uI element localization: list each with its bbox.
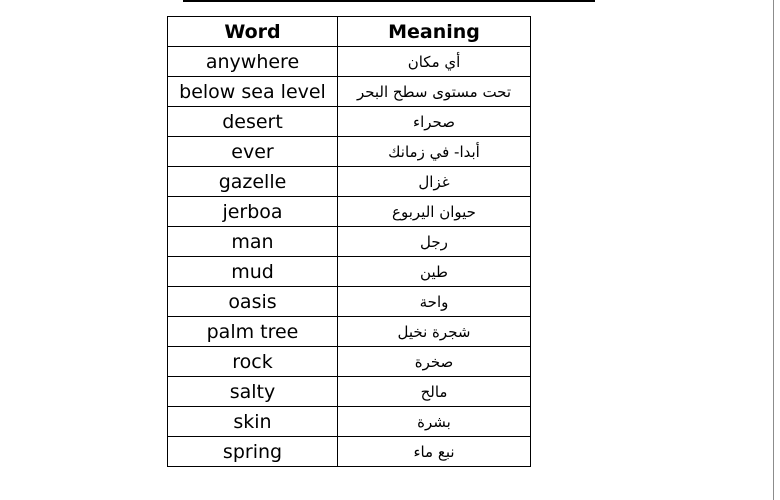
word-cell: mud [168,257,338,287]
table-row [168,437,531,467]
word-cell: jerboa [168,197,338,227]
word-cell: anywhere [168,47,338,77]
meaning-cell: غزال [338,167,531,197]
table-row [168,47,531,77]
word-cell: man [168,227,338,257]
table-row [168,77,531,107]
meaning-cell: تحت مستوى سطح البحر [338,77,531,107]
table-row [168,167,531,197]
word-column-header: Word [168,17,338,47]
table-row [168,317,531,347]
meaning-cell: بشرة [338,407,531,437]
meaning-cell: مالح [338,377,531,407]
table-row [168,347,531,377]
meaning-cell: أي مكان [338,47,531,77]
word-cell: ever [168,137,338,167]
word-cell: gazelle [168,167,338,197]
table-row [168,197,531,227]
meaning-cell: رجل [338,227,531,257]
meaning-cell: أبدا- في زمانك [338,137,531,167]
page-edge-divider [773,0,774,500]
word-cell: desert [168,107,338,137]
word-cell: oasis [168,287,338,317]
table-header-row [168,17,531,47]
table-row [168,287,531,317]
table-row [168,257,531,287]
word-cell: skin [168,407,338,437]
word-cell: salty [168,377,338,407]
table-row [168,137,531,167]
meaning-cell: صخرة [338,347,531,377]
table-row [168,377,531,407]
table-row [168,407,531,437]
top-rule [183,0,595,2]
meaning-cell: نبع ماء [338,437,531,467]
meaning-column-header: Meaning [338,17,531,47]
word-cell: spring [168,437,338,467]
table-row [168,107,531,137]
table-row [168,227,531,257]
meaning-cell: صحراء [338,107,531,137]
word-cell: palm tree [168,317,338,347]
word-cell: below sea level [168,77,338,107]
meaning-cell: شجرة نخيل [338,317,531,347]
meaning-cell: واحة [338,287,531,317]
vocabulary-table [167,16,531,467]
meaning-cell: حيوان اليربوع [338,197,531,227]
meaning-cell: طين [338,257,531,287]
word-cell: rock [168,347,338,377]
